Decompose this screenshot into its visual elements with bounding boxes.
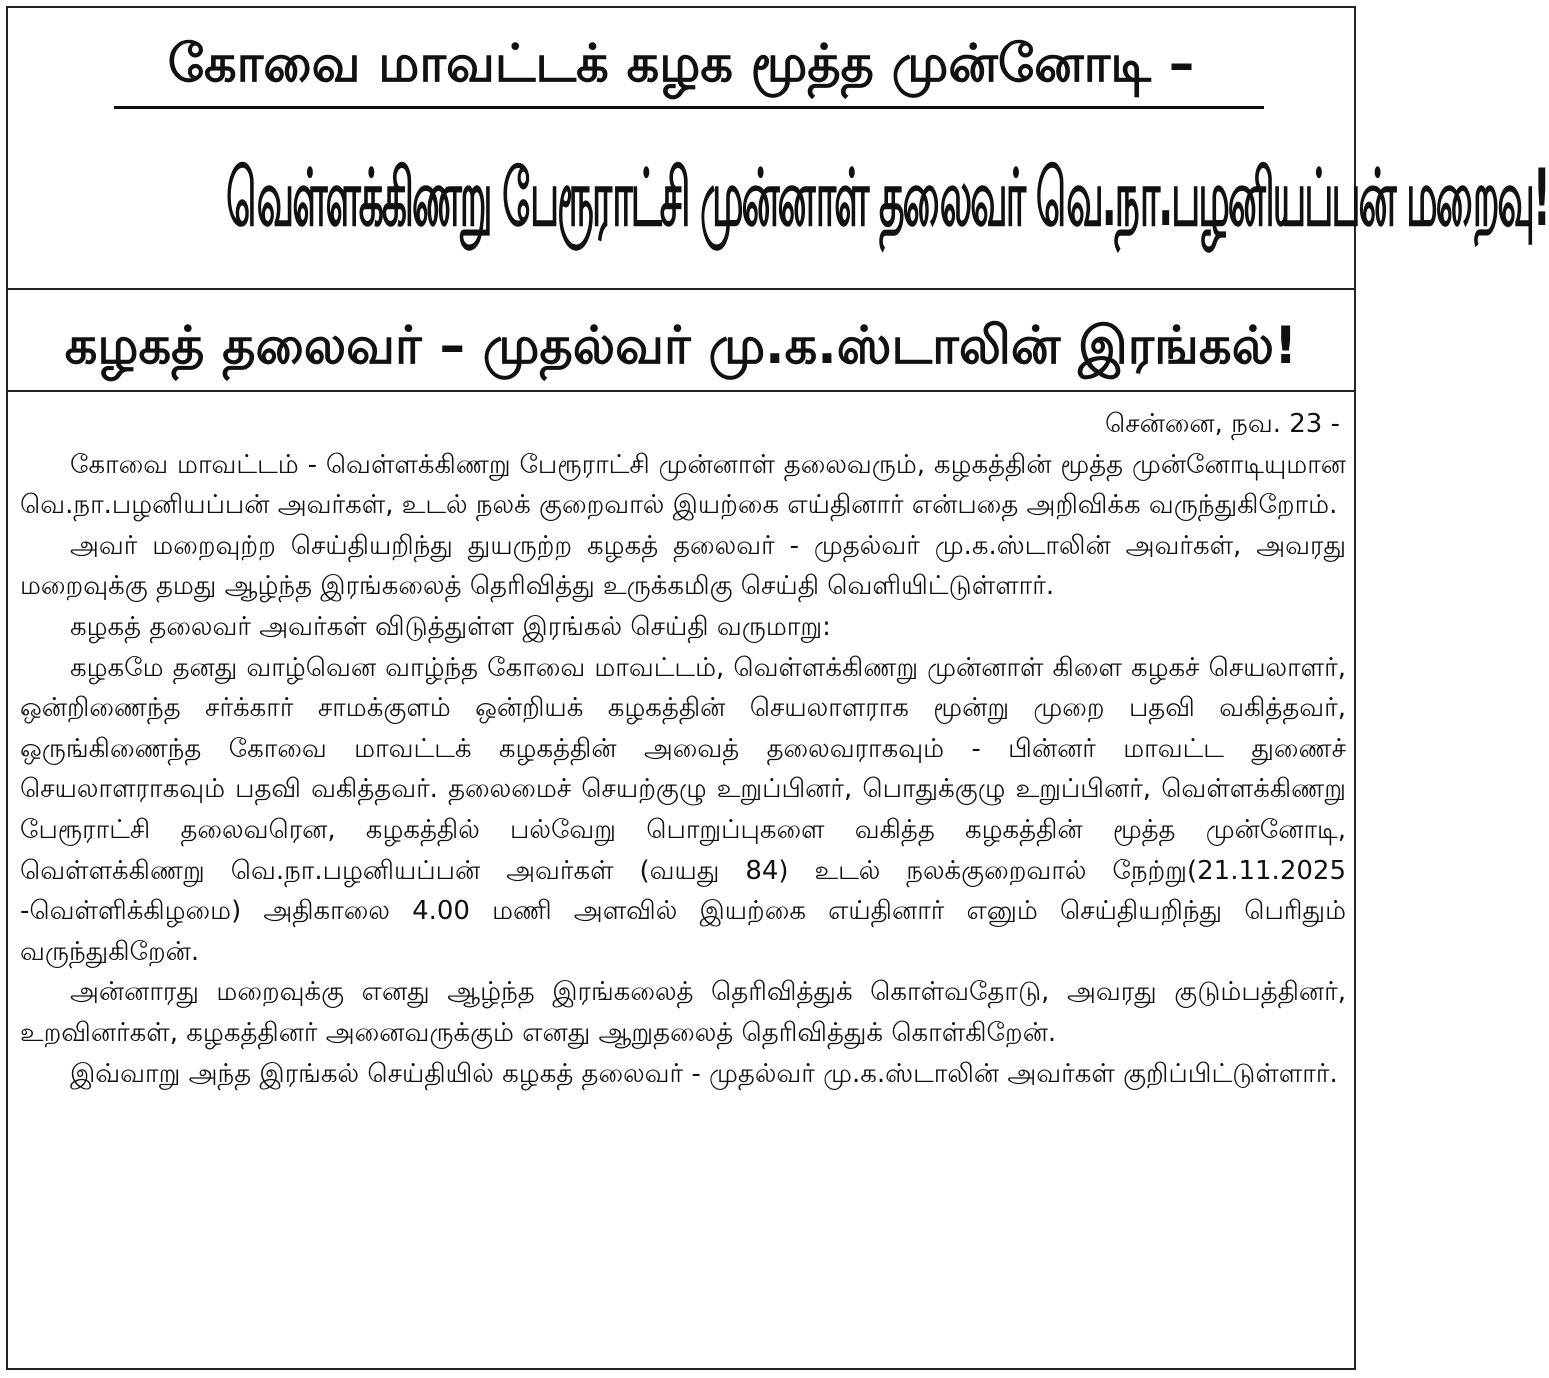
headline-line-2: வெள்ளக்கிணறு பேரூராட்சி முன்னாள் தலைவர் வெ.நா.பழனியப்பன் மறைவு! (226, 152, 1549, 244)
headline-line-3: கழகத் தலைவர் – முதல்வர் மு.க.ஸ்டாலின் இரங்கல்! (64, 316, 1298, 376)
article-paragraph-4: கழகமே தனது வாழ்வென வாழ்ந்த கோவை மாவட்டம், வெள்ளக்கிணறு முன்னாள் கிளை கழகச் செயலாளர், ஒன்றிணைந்த சர்க்கார் சாமக்குளம் ஒன்றியக் கழகத்தின் செயலாளராக மூன்று முறை பதவி வகித்தவர், ஒருங்கிணைந்த கோவை மாவட்டக் கழகத்தின் அவைத் தலைவராகவும் - பின்னர் மாவட்ட துணைச் செயலாளராகவும் பதவி வகித்தவர். தலைமைச் செயற்குழு உறுப்பினர், பொதுக்குழு உறுப்பினர், வெள்ளக்கிணறு பேரூராட்சி தலைவரென, கழகத்தில் பல்வேறு பொறுப்புகளை வகித்த கழகத்தின் மூத்த முன்னோடி, வெள்ளக்கிணறு வெ.நா.பழனியப்பன் அவர்கள் (வயது 84) உடல் நலக்குறைவால் நேற்று(21.11.2025 -வெள்ளிக்கிழமை) அதிகாலை 4.00 மணி அளவில் இயற்கை எய்தினார் எனும் செய்தியறிந்து பெரிதும் வருந்துகிறேன். (20, 652, 1346, 967)
article-paragraph-5: அன்னாரது மறைவுக்கு எனது ஆழ்ந்த இரங்கலைத் தெரிவித்துக் கொள்வதோடு, அவரது குடும்பத்தினர், உறவினர்கள், கழகத்தினர் அனைவருக்கும் எனது ஆறுதலைத் தெரிவித்துக் கொள்கிறேன். (20, 977, 1346, 1048)
dateline: சென்னை, நவ. 23 - (1104, 409, 1340, 439)
article-paragraph-6: இவ்வாறு அந்த இரங்கல் செய்தியில் கழகத் தலைவர் - முதல்வர் மு.க.ஸ்டாலின் அவர்கள் குறிப்பிட்டுள்ளார். (70, 1058, 1338, 1089)
article-paragraph-2: அவர் மறைவுற்ற செய்தியறிந்து துயருற்ற கழகத் தலைவர் - முதல்வர் மு.க.ஸ்டாலின் அவர்கள், அவரது மறைவுக்கு தமது ஆழ்ந்த இரங்கலைத் தெரிவித்து உருக்கமிகு செய்தி வெளியிட்டுள்ளார். (20, 530, 1346, 602)
headline-divider (8, 288, 1354, 290)
headline-line-1: கோவை மாவட்டக் கழக மூத்த முன்னோடி – (167, 34, 1195, 94)
news-clipping (6, 6, 1549, 1370)
article-body (20, 404, 1346, 1094)
article-paragraph-1: கோவை மாவட்டம் - வெள்ளக்கிணறு பேரூராட்சி முன்னாள் தலைவரும், கழகத்தின் மூத்த முன்னோடியுமான வெ.நா.பழனியப்பன் அவர்கள், உடல் நலக் குறைவால் இயற்கை எய்தினார் என்பதை அறிவிக்க வருந்துகிறோம். (20, 449, 1346, 521)
headline-box (8, 8, 1549, 392)
article-paragraph-3: கழகத் தலைவர் அவர்கள் விடுத்துள்ள இரங்கல் செய்தி வருமாறு: (70, 611, 831, 642)
headline-underline (114, 106, 1264, 109)
